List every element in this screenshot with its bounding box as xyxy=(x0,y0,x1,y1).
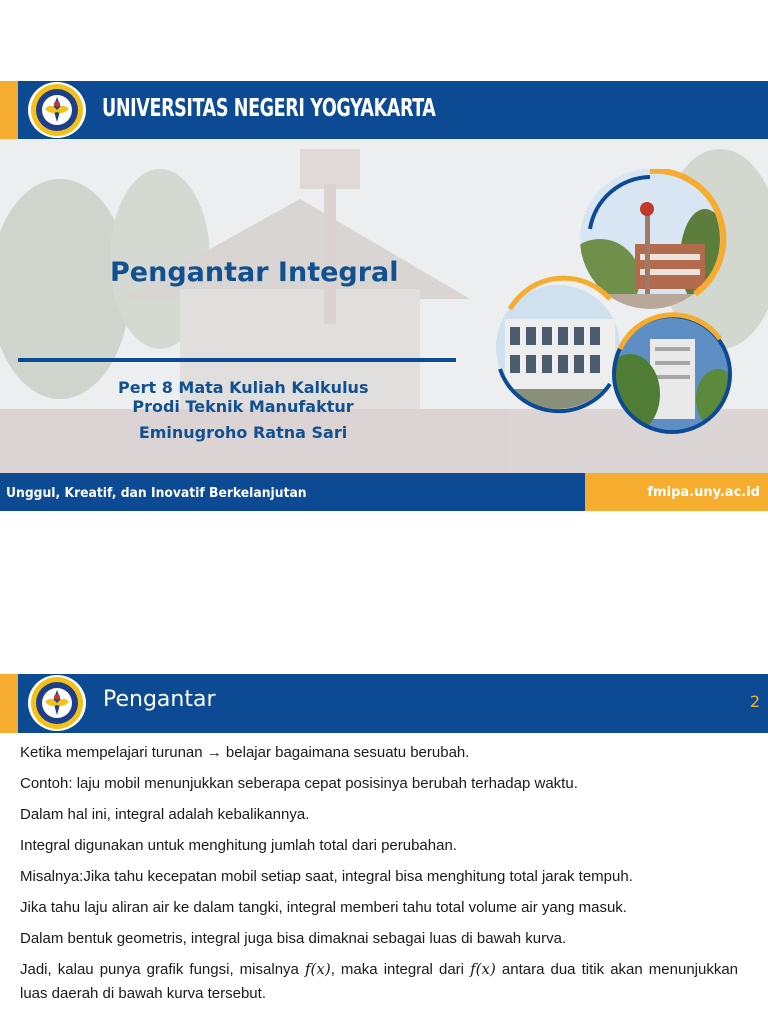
author-name: Eminugroho Ratna Sari xyxy=(138,423,348,442)
uny-logo-icon xyxy=(28,82,86,138)
text-line: Dalam hal ini, integral adalah kebalikannya. xyxy=(20,806,310,823)
text-line: Integral digunakan untuk menghitung jumlah total dari perubahan. xyxy=(20,837,457,854)
text-line: Contoh: laju mobil menunjukkan seberapa cepat posisinya berubah terhadap waktu. xyxy=(20,775,578,792)
title-divider xyxy=(18,358,456,362)
program-info: Prodi Teknik Manufaktur xyxy=(132,397,354,416)
text-fragment: antara dua titik akan menunjukkan luas daerah di bawah kurva tersebut. xyxy=(20,961,739,1002)
math-fx: f(x) xyxy=(470,960,496,978)
math-fx: f(x) xyxy=(304,960,331,978)
text-fragment: , maka integral dari xyxy=(330,961,464,978)
body-text xyxy=(20,740,738,1006)
website-link[interactable]: fmipa.uny.ac.id xyxy=(647,485,760,500)
title-slide xyxy=(0,81,768,511)
campus-photo-collage xyxy=(490,169,740,439)
text-paragraph xyxy=(20,957,738,1006)
university-name: UNIVERSITAS NEGERI YOGYAKARTA xyxy=(102,93,436,122)
header-accent xyxy=(0,674,18,733)
slide-title: Pengantar Integral xyxy=(110,257,399,288)
text-fragment: Jadi, kalau punya grafik fungsi, misalnya xyxy=(20,961,299,978)
tagline: Unggul, Kreatif, dan Inovatif Berkelanjutan xyxy=(6,486,307,501)
uny-logo-icon xyxy=(28,675,86,731)
text-line: Jika tahu laju aliran air ke dalam tangki, integral memberi tahu total volume air yang masuk. xyxy=(20,899,627,916)
text-line: Dalam bentuk geometris, integral juga bisa dimaknai sebagai luas di bawah kurva. xyxy=(20,930,567,947)
content-slide xyxy=(0,674,768,1024)
slide-title: Pengantar xyxy=(103,687,216,712)
page-number: 2 xyxy=(749,692,760,711)
header-accent xyxy=(0,81,18,139)
course-info: Pert 8 Mata Kuliah Kalkulus xyxy=(118,378,369,397)
text-line: Misalnya:Jika tahu kecepatan mobil setiap saat, integral bisa menghitung total jarak tempuh. xyxy=(20,868,633,885)
text-line: Ketika mempelajari turunan → belajar bagaimana sesuatu berubah. xyxy=(20,744,470,761)
